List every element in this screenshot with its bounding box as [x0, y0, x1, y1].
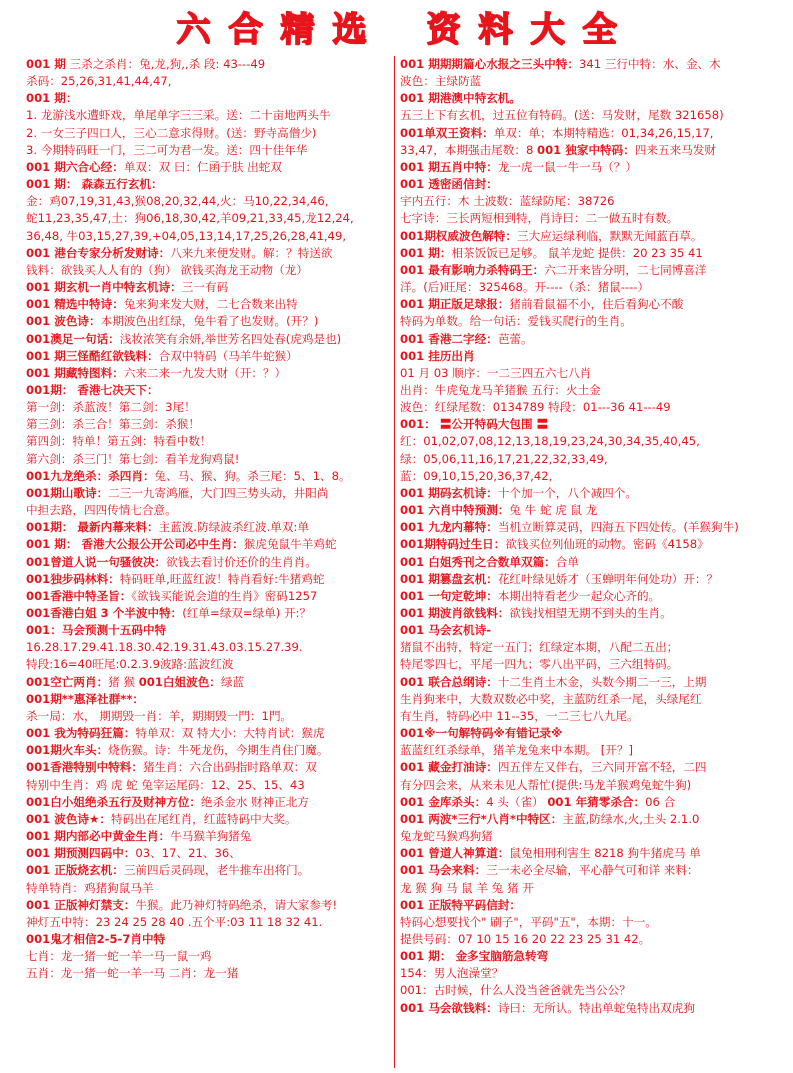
item-heading: 001期山歌诗：	[26, 485, 109, 500]
text-line	[400, 588, 770, 605]
item-text: 当机立断算灵码，四海五下四处传。(羊猴狗牛)	[497, 520, 739, 535]
item-heading: 001 马会欲钱料：	[400, 1000, 498, 1015]
item-text: 3. 今期特码旺一门，三二可为君一发。送：四十佳年华	[26, 142, 308, 157]
item-heading: 001 期内部必中黄金生肖：	[26, 829, 171, 844]
item-text: 七字诗：三长两短相到特，肖诗曰：二一做五时有数。	[400, 211, 679, 226]
item-heading: 001白姐波色：	[138, 674, 221, 689]
text-line	[400, 262, 770, 279]
item-heading: 001 期六合心经：	[26, 159, 124, 174]
text-line	[400, 433, 770, 450]
text-line	[26, 296, 388, 313]
item-heading: 001 期玄机一肖中特玄机诗：	[26, 280, 182, 295]
item-text: 主蓝波.防绿波杀红波.单双:单	[158, 520, 309, 535]
item-heading: 001期： 香港七决天下：	[26, 382, 159, 397]
item-heading: 001：马会预测十五码中特	[26, 623, 167, 638]
text-line	[26, 759, 388, 776]
item-text: 2. 一女三子四口人，三心二意求得财。(送：野寺高僧少)	[26, 125, 317, 140]
item-text: 36,48, 牛03,15,27,39,+04,05,13,14,17,25,26,28,41,49,	[26, 228, 346, 243]
item-text: 金：鸡07,19,31,43,猴08,20,32,44,火：马10,22,34,46,	[26, 194, 329, 209]
text-line	[400, 880, 770, 897]
text-line	[400, 451, 770, 468]
item-text: 本期波色出红绿，兔牛看了也发财。(开？)	[100, 314, 319, 329]
text-line	[26, 331, 388, 348]
item-text: 芭蕾。	[497, 331, 533, 346]
text-line	[400, 982, 770, 999]
text-line	[26, 605, 388, 622]
text-line	[400, 674, 770, 691]
text-line	[400, 931, 770, 948]
item-text: 兔来狗来发大财，二七合数来出特	[123, 297, 298, 312]
text-line	[400, 948, 770, 965]
item-text: 三杀之杀肖：兔,龙,狗,,杀 段: 43---49	[65, 57, 266, 71]
text-line	[26, 262, 388, 279]
item-text: 提供号码：07 10 15 16 20 22 23 25 31 42。	[400, 931, 651, 946]
item-text: 猪 猴	[108, 674, 139, 689]
item-text: 33,47，本期强击尾数：8	[400, 142, 538, 157]
text-line	[400, 862, 770, 879]
item-heading: 001 波色诗★：	[26, 811, 112, 826]
item-heading: 001 期：	[400, 245, 452, 260]
item-heading: 001期特码过生日：	[400, 537, 506, 552]
item-heading: 001鬼才相信2-5-7肖中特	[26, 931, 166, 946]
title-char: 资	[426, 10, 461, 50]
text-line	[26, 485, 388, 502]
item-heading: 001 期： 香港大公报公开公司必中生肖：	[26, 537, 244, 552]
item-text: 猪前看鼠福不小，住后看狗心不酸	[509, 297, 684, 312]
item-text: 主蓝,防绿水,火,土头 2.1.0	[562, 811, 700, 826]
item-text: 4 头（雀）	[486, 794, 548, 809]
text-line	[26, 468, 388, 485]
item-heading: 001 期码玄机诗：	[400, 485, 498, 500]
text-line	[400, 90, 770, 107]
item-heading: 001澳足一句话：	[26, 331, 120, 346]
item-heading: 001 期：	[26, 91, 78, 106]
item-text: 中担去路，四四传情七合意。	[26, 503, 177, 518]
item-text: 十个加一个，八个减四个。	[497, 485, 637, 500]
item-text: 欲钱去看讨价还价的生肖肖。	[166, 554, 317, 569]
item-text: 四来五来马发财	[634, 142, 716, 157]
title-char: 选	[332, 10, 367, 50]
item-heading: 001 六肖中特预测：	[400, 503, 510, 518]
text-line	[26, 794, 388, 811]
item-text: 《欲钱买能说会道的生肖》密码1257	[131, 588, 318, 603]
item-text: 鼠兔相刑利害生 8218 狗牛猪虎马 单	[509, 846, 701, 861]
left-column	[26, 56, 388, 982]
text-line	[400, 348, 770, 365]
text-line	[400, 245, 770, 262]
item-text: 特码出在尾红肖，红蓝特码中大奖。	[111, 811, 297, 826]
text-line	[26, 451, 388, 468]
item-text: 钱料：欲钱买人人有的（狗） 欲钱买海龙王动物（龙）	[26, 262, 308, 277]
item-text: (红单=绿双=绿单) 开:？	[182, 606, 312, 620]
item-heading: 001 波色诗：	[26, 314, 101, 329]
text-line	[400, 313, 770, 330]
item-text: 花红叶绿见娇才（玉蝉明年何处功）开：？	[497, 571, 719, 586]
title-char: 料	[478, 10, 513, 50]
title-char: 六	[176, 10, 211, 50]
item-heading: 001： 〓公开特码大包围 〓	[400, 417, 549, 432]
item-text: 合双中特码（马羊牛蛇猴）	[158, 348, 298, 363]
item-text: 欲钱买位列仙班的动物。密码《4158》	[505, 537, 709, 552]
item-text: 猴虎兔鼠牛羊鸡蛇	[243, 537, 337, 552]
text-line	[26, 897, 388, 914]
item-text: 五肖：龙一猪一蛇一羊一马 二肖：龙一猪	[26, 966, 239, 981]
item-heading: 001期**惠泽社群**：	[26, 691, 145, 706]
item-text: 八来九来便发财。解：？特送欲	[170, 245, 333, 260]
item-heading: 001 港台专家分析发财诗：	[26, 245, 171, 260]
text-line	[26, 107, 388, 124]
item-heading: 001 期篡盘玄机：	[400, 571, 498, 586]
item-text: 十二生肖土木金，头数今期二一三，上期	[497, 674, 707, 689]
text-line	[400, 845, 770, 862]
column-divider	[394, 56, 395, 1068]
text-line	[26, 554, 388, 571]
title-char: 全	[582, 10, 617, 50]
text-line	[26, 862, 388, 879]
right-column	[400, 56, 770, 1017]
text-line	[26, 571, 388, 588]
item-text: 烧伤猴。诗：牛死龙伤，今期生肖住门魔。	[108, 743, 329, 758]
title-char: 大	[530, 10, 565, 50]
text-line	[26, 519, 388, 536]
text-line	[26, 228, 388, 245]
item-text: 蓝蓝红红杀绿单，猪羊龙兔来中本期。 [开？]	[400, 743, 634, 758]
text-line	[400, 107, 770, 124]
item-heading: 001 曾道人神算道：	[400, 846, 510, 861]
item-text: 猪鼠不出特，特定一五门；红绿定本期，八配二五出；	[400, 640, 679, 655]
text-line	[26, 845, 388, 862]
text-line	[400, 519, 770, 536]
page-title	[0, 8, 793, 52]
text-line	[400, 742, 770, 759]
item-text: 欲钱找相望无期不到头的生肖。	[509, 606, 672, 620]
text-line	[26, 811, 388, 828]
text-line	[400, 965, 770, 982]
text-line	[26, 382, 388, 399]
text-line	[26, 742, 388, 759]
item-text: 四五伴左又伴右，三六同开富不轻，二四	[497, 760, 707, 775]
text-line	[400, 468, 770, 485]
item-text: 蓝：09,10,15,20,36,37,42,	[400, 468, 553, 483]
item-heading: 001 独家中特码：	[537, 142, 635, 157]
item-text: 1. 龙游浅水遭虾戏，单尾单字三三采。送：二十亩地两头牛	[26, 108, 331, 123]
item-heading: 001 期： 森森五行玄机：	[26, 177, 163, 192]
item-heading: 001空亡两肖：	[26, 674, 109, 689]
item-text: 波色：主绿防蓝	[400, 74, 482, 89]
text-line	[26, 777, 388, 794]
text-line	[400, 794, 770, 811]
item-text: 特码为单数。给一句话：爱钱买爬行的生肖。	[400, 314, 632, 329]
item-text: 特单特肖：鸡猪狗鼠马羊	[26, 880, 154, 895]
item-heading: 001期火车头：	[26, 743, 109, 758]
item-heading: 001 年猜零杀合：	[547, 794, 646, 809]
item-heading: 001 两波*三行*八肖*中特区：	[400, 811, 563, 826]
item-heading: 001 期正版足球报：	[400, 297, 510, 312]
text-line	[26, 193, 388, 210]
item-text: 猪生肖：六合出码指时路单双：双	[142, 760, 317, 775]
title-char: 精	[280, 10, 315, 50]
text-line	[400, 296, 770, 313]
item-heading: 001独步码林料：	[26, 571, 120, 586]
text-line	[26, 142, 388, 159]
item-heading: 001 期： 金多宝脑筋急转弯	[400, 949, 549, 964]
item-text: 第六剑：杀三门！第七剑：看羊龙狗鸡鼠!	[26, 451, 240, 466]
text-line	[26, 588, 388, 605]
item-text: 波色：红绿尾数：0134789 特段：01---36 41---49	[400, 400, 671, 415]
text-line	[400, 159, 770, 176]
item-text: 杀码：25,26,31,41,44,47,	[26, 74, 172, 89]
item-text: 第一剑：杀蓝波！第二剑：3尾！	[26, 400, 196, 415]
text-line	[400, 193, 770, 210]
item-text: 五三上下有玄机，过五位有特码。(送：马发财，尾数 321658)	[400, 108, 724, 123]
item-heading: 001 期波肖欲钱料：	[400, 606, 510, 620]
item-text: 杀一局：水， 期期毁一肖：羊，期期毁一門：1門。	[26, 708, 293, 723]
item-heading: 001期： 最新内幕来料：	[26, 520, 159, 535]
item-text: 诗曰：无所认。特出单蛇兔特出双虎狗	[497, 1000, 695, 1015]
text-line	[400, 536, 770, 553]
item-heading: 001 藏金打油诗：	[400, 760, 498, 775]
item-heading: 001 九龙内幕特：	[400, 520, 498, 535]
item-text: 特单双：双 特大小：大特肖试：猴虎	[135, 726, 325, 741]
text-line	[26, 948, 388, 965]
item-text: 龙 猴 狗 马 鼠 羊 兔 猪 开	[400, 880, 534, 895]
text-line	[26, 176, 388, 193]
text-line	[400, 622, 770, 639]
item-heading: 001 马会玄机诗-	[400, 623, 492, 638]
text-line	[400, 759, 770, 776]
item-heading: 001期权威波色解特：	[400, 228, 517, 243]
item-text: 单双：双 曰：仁函于肤 出蛇双	[123, 159, 282, 174]
item-text: 单双：单；本期特精选：01,34,26,15,17,	[493, 125, 714, 140]
text-line	[400, 571, 770, 588]
item-text: 六二开来皆分明，二七同博喜洋	[544, 262, 707, 277]
item-heading: 001 白姐秀刊之合数单双篇：	[400, 554, 556, 569]
item-text: 154：男人泡澡堂？	[400, 966, 504, 981]
text-line	[26, 965, 388, 982]
item-text: 有生肖，特码必中 11--35，一二三七八九尾。	[400, 708, 639, 723]
text-line	[26, 914, 388, 931]
item-heading: 001 一句定乾坤：	[400, 588, 498, 603]
text-line	[400, 639, 770, 656]
item-text: 相茶饭饭已足够。 鼠羊龙蛇 提供：20 23 35 41	[451, 245, 703, 260]
item-text: 特段:16=40旺尾:0.2.3.9波路:蓝波红波	[26, 657, 234, 672]
text-line	[26, 73, 388, 90]
item-text: 06 合	[645, 794, 676, 809]
item-heading: 001 最有影响力杀特码王：	[400, 262, 545, 277]
text-line	[26, 708, 388, 725]
text-line	[26, 433, 388, 450]
item-heading: 001 精选中特诗：	[26, 297, 124, 312]
text-line	[26, 691, 388, 708]
item-heading: 001 马会来料：	[400, 863, 487, 878]
item-text: 三一未必全尽输，平心静气可和详 来料：	[486, 863, 699, 878]
text-line	[400, 811, 770, 828]
text-line	[26, 399, 388, 416]
text-line	[400, 1000, 770, 1017]
text-line	[400, 725, 770, 742]
text-line	[26, 622, 388, 639]
item-text: 龙一虎一鼠一牛一马（？）	[497, 159, 637, 174]
item-text: 兔、马、猴、狗。杀三尾：5、1、8。	[154, 468, 351, 483]
item-text: 合单	[555, 554, 579, 569]
text-line	[400, 691, 770, 708]
text-line	[26, 502, 388, 519]
text-line	[26, 348, 388, 365]
item-heading: 001 联合总纲诗：	[400, 674, 498, 689]
item-heading: 001 期港澳中特玄机。	[400, 91, 521, 106]
item-text: 第四剑：特单！第五剑：特看中数！	[26, 434, 212, 449]
item-heading: 001 期	[26, 57, 66, 71]
text-line	[400, 228, 770, 245]
text-line	[26, 313, 388, 330]
item-text: 牛马猴羊狗猪兔	[170, 829, 252, 844]
item-heading: 001白小姐绝杀五行及财神方位：	[26, 794, 201, 809]
title-gap	[385, 8, 409, 52]
text-line	[400, 897, 770, 914]
text-line	[26, 639, 388, 656]
item-text: 红：01,02,07,08,12,13,18,19,23,24,30,34,35,40,45,	[400, 434, 700, 449]
text-line	[400, 828, 770, 845]
text-line	[26, 245, 388, 262]
item-heading: 001 期期期篇心水报之三头中特：	[400, 57, 579, 71]
text-line	[26, 725, 388, 742]
item-text: 六来二来一九发大财（开：？）	[123, 365, 287, 380]
item-text: 三前四后灵码现，老牛推车出将门。	[123, 863, 310, 878]
title-char: 合	[228, 10, 263, 50]
text-line	[400, 708, 770, 725]
item-heading: 001 挂历出肖	[400, 348, 475, 363]
item-heading: 001曾道人说一句骚彼决：	[26, 554, 167, 569]
item-text: 七肖：龙一猪一蛇一羊一马一鼠一鸡	[26, 949, 212, 964]
text-line	[26, 880, 388, 897]
item-text: 03、17、21、36、	[135, 846, 241, 861]
item-text: 绿蓝	[220, 674, 245, 689]
item-heading: 001※一句解特码※有错记录※	[400, 726, 563, 741]
text-line	[26, 416, 388, 433]
text-line	[26, 90, 388, 107]
item-text: 三一有码	[181, 280, 229, 295]
item-heading: 001 期五肖中特：	[400, 159, 498, 174]
text-line	[400, 656, 770, 673]
item-text: 特码心想要找个" 刷子"，平码"五"，本期：十一。	[400, 914, 657, 929]
text-line	[26, 279, 388, 296]
item-text: 兔龙蛇马猴鸡狗猪	[400, 829, 493, 844]
item-heading: 001九龙绝杀：杀四肖：	[26, 468, 155, 483]
text-line	[400, 416, 770, 433]
text-line	[26, 210, 388, 227]
text-line	[26, 674, 388, 691]
item-text: 16.28.17.29.41.18.30.42.19.31.43.03.15.27.39.	[26, 640, 303, 655]
item-heading: 001 正版特平码信封：	[400, 897, 521, 912]
text-line	[26, 125, 388, 142]
item-text: 洋。(后)旺尾：325468。开----（杀：猪鼠----）	[400, 280, 650, 295]
text-line	[400, 605, 770, 622]
item-text: 宇内五行：木 土波数：蓝绿防尾：38726	[400, 194, 615, 209]
item-text: 有分四会来，从来未见人帮忙(提供:马龙羊猴鸡兔蛇牛狗)	[400, 777, 692, 792]
item-heading: 001香港白姐 3 个半波中特：	[26, 606, 183, 620]
item-heading: 001香港特别中特料：	[26, 760, 143, 775]
item-text: 01 月 03 顺序：一二三四五六七八肖	[400, 365, 592, 380]
item-heading: 001 期预测四码中：	[26, 846, 136, 861]
text-line	[400, 176, 770, 193]
text-line	[400, 365, 770, 382]
text-line	[26, 56, 388, 73]
item-heading: 001 透密函信封：	[400, 177, 498, 192]
item-text: 001：古时候，什么人没当爸爸就先当公公？	[400, 983, 631, 998]
item-text: 生肖狗来中，大数双数必中奖，主蓝防红杀一尾，头绿尾红	[400, 691, 702, 706]
item-heading: 001 香港二字经：	[400, 331, 498, 346]
item-heading: 001 金库杀头：	[400, 794, 487, 809]
text-line	[400, 502, 770, 519]
item-text: 本期出特看老少一起众心齐的。	[497, 588, 661, 603]
text-line	[400, 331, 770, 348]
text-line	[400, 777, 770, 794]
item-text: 特码旺单,旺蓝红波！特肖看好:牛猪鸡蛇	[119, 571, 325, 586]
text-line	[400, 73, 770, 90]
item-heading: 001 期三怪酷红欲钱料：	[26, 348, 159, 363]
text-line	[26, 365, 388, 382]
text-line	[400, 279, 770, 296]
text-line	[400, 399, 770, 416]
item-text: 牛猴。此乃神灯特码绝杀，请大家参考!	[135, 897, 338, 912]
text-line	[400, 210, 770, 227]
text-line	[400, 125, 770, 142]
text-line	[400, 914, 770, 931]
text-line	[400, 56, 770, 73]
item-text: 第三剑：杀三合！第三剑：杀猴！	[26, 417, 200, 432]
text-line	[26, 656, 388, 673]
item-heading: 001 我为特码狂篇：	[26, 726, 136, 741]
text-line	[400, 382, 770, 399]
item-heading: 001 正版神灯禁支：	[26, 897, 136, 912]
item-text: 出肖：牛虎兔龙马羊猪猴 五行：火土金	[400, 382, 601, 397]
item-text: 341 三行中特：水、金、木	[578, 57, 721, 71]
item-text: 绿：05,06,11,16,17,21,22,32,33,49,	[400, 451, 608, 466]
item-heading: 001单双王资料：	[400, 125, 494, 140]
item-text: 二三一九寄鸿雁，大门四三势头动，井阳尚	[108, 485, 329, 500]
text-line	[26, 828, 388, 845]
item-text: 绝杀金水 财神正北方	[200, 794, 309, 809]
item-text: 神灯五中特：23 24 25 28 40 .五个平:03 11 18 32 41.	[26, 914, 323, 929]
item-text: 特别中生肖：鸡 虎 蛇 兔宰运尾码：12、25、15、43	[26, 777, 305, 792]
item-text: 浅妆浓笑有余妍,举世芳名四处春(虎鸡是也)	[119, 331, 342, 346]
text-line	[26, 159, 388, 176]
text-line	[400, 142, 770, 159]
text-line	[400, 485, 770, 502]
item-heading: 001 期藏特图料：	[26, 365, 124, 380]
item-heading: 001 正版烧玄机：	[26, 863, 124, 878]
item-text: 蛇11,23,35,47,土：狗06,18,30,42,羊09,21,33,45,龙12,24,	[26, 211, 354, 226]
item-heading: 001香港中特圣旨：	[26, 588, 132, 603]
item-text: 三大应运绿利临，默默无闻蓝百草。	[516, 228, 703, 243]
text-line	[400, 554, 770, 571]
item-text: 兔 牛 蛇 虎 鼠 龙	[509, 503, 598, 518]
item-text: 特尾零四七，平尾一四九；零八出平码，三六组特码。	[400, 657, 679, 672]
text-line	[26, 536, 388, 553]
text-line	[26, 931, 388, 948]
